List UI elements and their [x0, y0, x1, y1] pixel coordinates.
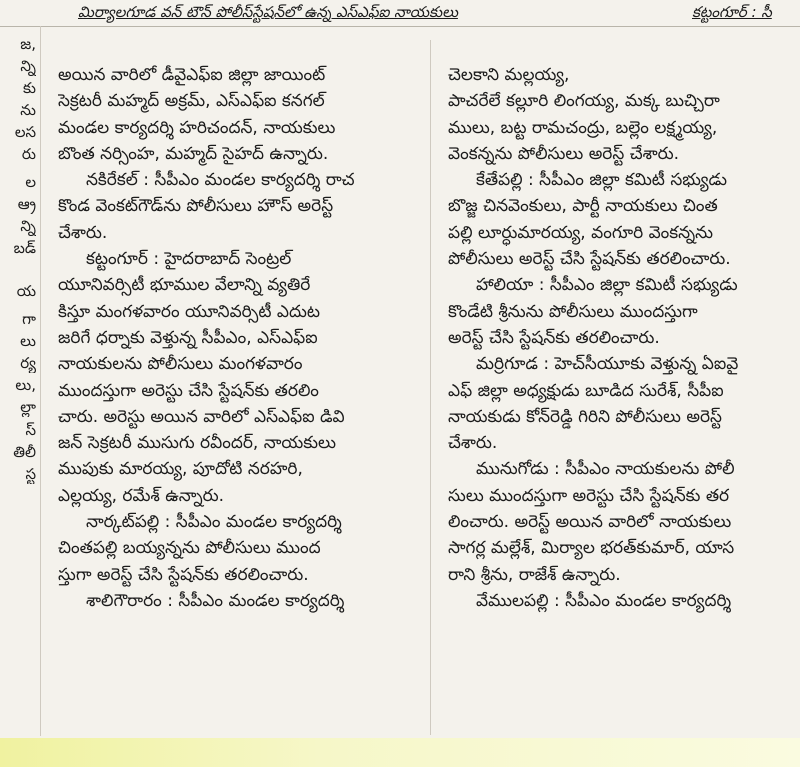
text-line: సాగర్ల మల్లేశ్, మిర్యాల భరత్‌కుమార్, యాస: [448, 538, 735, 559]
text-line: బొంత నర్సింహ, మహ్మద్ సైహద్ ఉన్నారు.: [58, 143, 329, 164]
margin-text-fragment: రు: [21, 145, 36, 163]
text-line: చేశారు.: [58, 222, 108, 243]
text-line: ముందస్తుగా అరెస్టు చేసి స్టేషన్‌కు తరలిం: [58, 380, 319, 401]
margin-text-fragment: న్ని: [20, 217, 36, 235]
text-line: సెక్రటరీ మహ్మద్ అక్రమ్, ఎస్ఎఫ్ఐ కనగల్: [58, 91, 325, 112]
text-line: జరిగే ధర్నాకు వెళ్తున్న సీపీఎం, ఎస్ఎఫ్ఐ: [58, 327, 318, 348]
photo-caption-right: కట్టంగూర్‌ : సీ: [692, 3, 772, 21]
text-line: ములు, బట్ట రామచంద్రు, బల్లెం లక్ష్మయ్య,: [448, 117, 718, 138]
margin-text-fragment: లస: [14, 123, 36, 141]
text-line: కొండ వెంకట్‌గౌడ్‌ను పోలీసులు హౌస్ అరెస్ట్: [58, 196, 334, 217]
text-line: నకిరేకల్ : సీపీఎం మండల కార్యదర్శి రాచ: [86, 170, 355, 191]
margin-text-fragment: స్ట: [25, 465, 36, 483]
text-line: పాచరేలే కల్లూరి లింగయ్య, మక్క బుచ్చిరా: [448, 91, 720, 112]
margin-text-fragment: లు,: [15, 376, 36, 394]
text-line: శాలిగౌరారం : సీపీఎం మండల కార్యదర్శి: [86, 590, 345, 611]
text-line: స్తుగా అరెస్ట్ చేసి స్టేషన్‌కు తరలించారు.: [58, 564, 309, 585]
text-line: జన్ సెక్రటరీ ముసుగు రవీందర్, నాయకులు: [58, 433, 336, 454]
margin-text-fragment: ఆ్ర: [17, 195, 36, 213]
article-column-right: [448, 62, 800, 614]
text-line: కేతేపల్లి : సీపీఎం జిల్లా కమిటీ సభ్యుడు: [476, 170, 727, 191]
margin-text-fragment: య: [16, 282, 36, 300]
margin-text-fragment: బడ్: [13, 239, 36, 257]
article-column-left: [58, 62, 414, 614]
text-line: ఎఫ్ జిల్లా అధ్యక్షుడు బూడిద సురేశ్, సీపీఐ: [448, 380, 724, 401]
text-line: యూనివర్సిటీ భూముల వేలాన్ని వ్యతిరే: [58, 275, 311, 296]
text-line: లించారు. అరెస్ట్ అయిన వారిలో నాయకులు: [448, 512, 732, 533]
text-line: ఎల్లయ్య, రమేశ్ ఉన్నారు.: [58, 485, 225, 506]
text-line: వెంకన్నను పోలీసులు అరెస్ట్ చేశారు.: [448, 143, 680, 164]
margin-text-fragment: గా: [22, 310, 36, 328]
margin-text-fragment: స్: [25, 421, 36, 439]
text-line: చింతపల్లి బయ్యన్నను పోలీసులు ముంద: [58, 538, 321, 559]
margin-text-fragment: ల్లా: [20, 398, 36, 416]
text-line: అయిన వారిలో డీవైఎఫ్ఐ జిల్లా జాయింట్: [58, 65, 326, 85]
text-line: వేములపల్లి : సీపీఎం మండల కార్యదర్శి: [476, 590, 732, 611]
photo-caption-bar: [0, 0, 800, 27]
text-line: చారు. అరెస్టు అయిన వారిలో ఎస్ఎఫ్ఐ డివి: [58, 406, 345, 427]
margin-text-fragment: జ,: [20, 35, 36, 53]
text-line: నార్కట్‌పల్లి : సీపీఎం మండల కార్యదర్శి: [86, 512, 342, 533]
text-line: కొండేటి శ్రీనును పోలీసులు ముందస్తుగా: [448, 301, 698, 322]
margin-text-fragment: లు: [20, 332, 36, 350]
text-line: కట్టంగూర్ : హైదరాబాద్ సెంట్రల్: [86, 249, 292, 270]
text-line: చెలకాని మల్లయ్య,: [448, 65, 570, 85]
left-margin-column-fragment: [0, 26, 41, 736]
text-line: నాయకులను పోలీసులు మంగళవారం: [58, 354, 303, 375]
text-line: బొజ్జ చినవెంకులు, పార్టీ నాయకులు చింత: [448, 196, 718, 217]
margin-text-fragment: తిలీ: [13, 443, 36, 461]
text-line: అరెస్ట్ చేసి స్టేషన్‌కు తరలించారు.: [448, 327, 660, 348]
text-line: రాని శ్రీను, రాజేశ్ ఉన్నారు.: [448, 564, 621, 585]
text-line: కిస్తూ మంగళవారం యూనివర్సిటీ ఎదుట: [58, 301, 320, 322]
text-line: ముపుకు మారయ్య, పూదోటి నరహరి,: [58, 459, 303, 480]
text-line: పల్లి లూర్ధుమారయ్య, వంగూరి వెంకన్నను: [448, 222, 713, 243]
margin-text-fragment: ను: [20, 101, 36, 119]
bottom-color-band: [0, 738, 800, 767]
text-line: మండల కార్యదర్శి హరిచందన్, నాయకులు: [58, 117, 336, 138]
margin-text-fragment: న్ని: [20, 57, 36, 75]
text-line: హాలియా : సీపీఎం జిల్లా కమిటీ సభ్యుడు: [476, 275, 738, 296]
text-line: సులు ముందస్తుగా అరెస్టు చేసి స్టేషన్‌కు తర: [448, 485, 730, 506]
text-line: మర్రిగూడ : హెచ్‌సీయూకు వెళ్తున్న ఏఐవై: [476, 354, 739, 375]
margin-text-fragment: ల: [25, 173, 36, 191]
photo-caption-left: మిర్యాలగూడ వన్‌ టౌన్‌ పోలీస్‌స్టేషన్‌లో ఉన్న ఎస్‌ఎఫ్‌ఐ నాయకులు: [78, 3, 458, 21]
text-line: నాయకుడు కోన్‌రెడ్డి గిరిని పోలీసులు అరెస్ట్: [448, 406, 722, 427]
text-line: చేశారు.: [448, 433, 498, 454]
column-divider: [430, 40, 431, 735]
text-line: పోలీసులు అరెస్ట్ చేసి స్టేషన్‌కు తరలించారు.: [448, 249, 731, 270]
text-line: మునుగోడు : సీపీఎం నాయకులను పోలీ: [476, 459, 735, 480]
margin-text-fragment: కు: [22, 79, 36, 97]
margin-text-fragment: ర్య: [20, 354, 36, 372]
